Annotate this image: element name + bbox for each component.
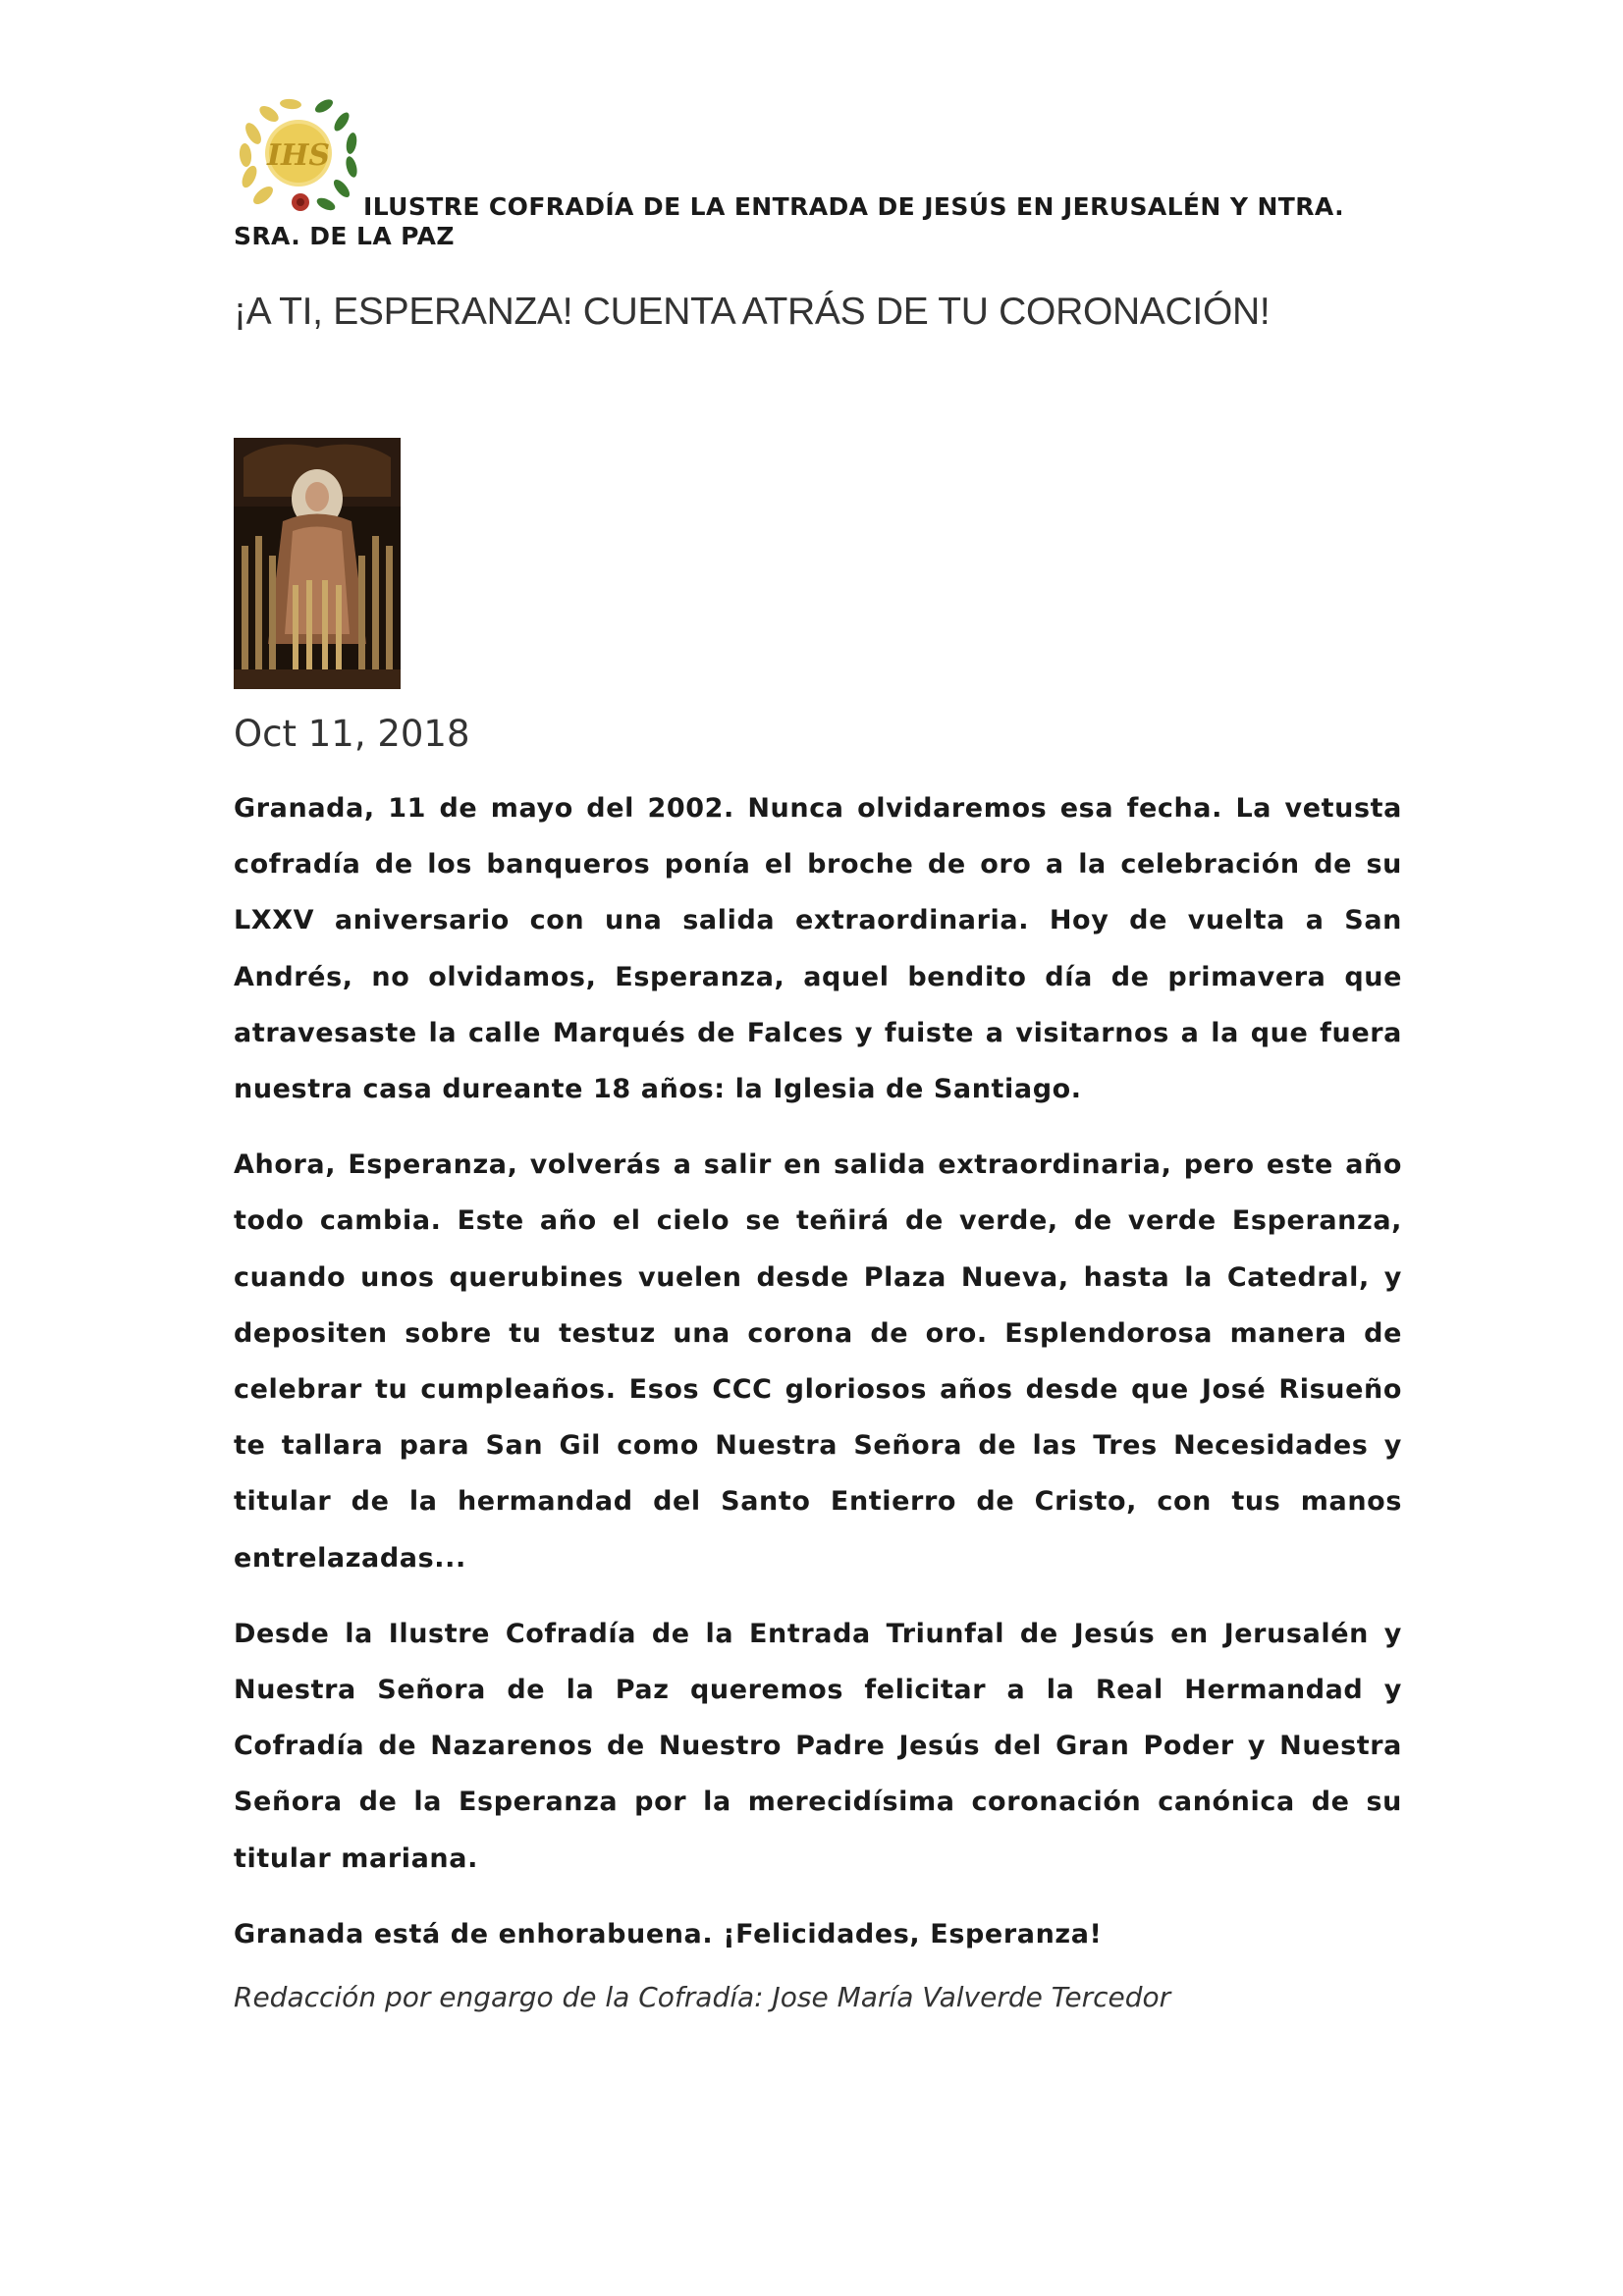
author-credit: Redacción por engargo de la Cofradía: Jose María Valverde Tercedor	[234, 1981, 1171, 2014]
paragraph: Desde la Ilustre Cofradía de la Entrada Triunfal de Jesús en Jerusalén y Nuestra Señora de la Paz queremos felicitar a la Real Hermandad y Cofradía de Nazarenos de Nuestro Padre Jesús del Gran Poder y Nuestra Señora de la Esperanza por la merecidísima coronación canónica de su titular mariana.	[234, 1618, 1402, 1874]
article-date: Oct 11, 2018	[234, 713, 470, 755]
paragraph: Granada, 11 de mayo del 2002. Nunca olvidaremos esa fecha. La vetusta cofradía de los banqueros ponía el broche de oro a la celebración de su LXXV aniversario con una salida extraordinaria. Hoy de vuelta a San Andrés, no olvidamos, Esperanza, aquel bendito día de primavera que atravesaste la calle Marqués de Falces y fuiste a visitarnos a la que fuera nuestra casa dureante 18 años: la Iglesia de Santiago.	[234, 793, 1402, 1105]
virgin-statue-photo	[234, 438, 401, 689]
organization-name: ILUSTRE COFRADÍA DE LA ENTRADA DE JESÚS EN JERUSALÉN Y NTRA. SRA. DE LA PAZ	[234, 192, 1344, 250]
article-body	[234, 780, 1402, 2017]
article-title: ¡A TI, ESPERANZA! CUENTA ATRÁS DE TU CORONACIÓN!	[234, 291, 1271, 333]
paragraph: Granada está de enhorabuena. ¡Felicidades, Esperanza!	[234, 1918, 1103, 1949]
paragraph: Ahora, Esperanza, volverás a salir en salida extraordinaria, pero este año todo cambia. Este año el cielo se teñirá de verde, de verde Esperanza, cuando unos querubines vuelen desde Plaza Nueva, hasta la Catedral, y depositen sobre tu testuz una corona de oro. Esplendorosa manera de celebrar tu cumpleaños. Esos CCC gloriosos años desde que José Risueño te tallara para San Gil como Nuestra Señora de las Tres Necesidades y titular de la hermandad del Santo Entierro de Cristo, con tus manos entrelazadas...	[234, 1149, 1402, 1574]
svg-text:IHS: IHS	[266, 138, 331, 173]
